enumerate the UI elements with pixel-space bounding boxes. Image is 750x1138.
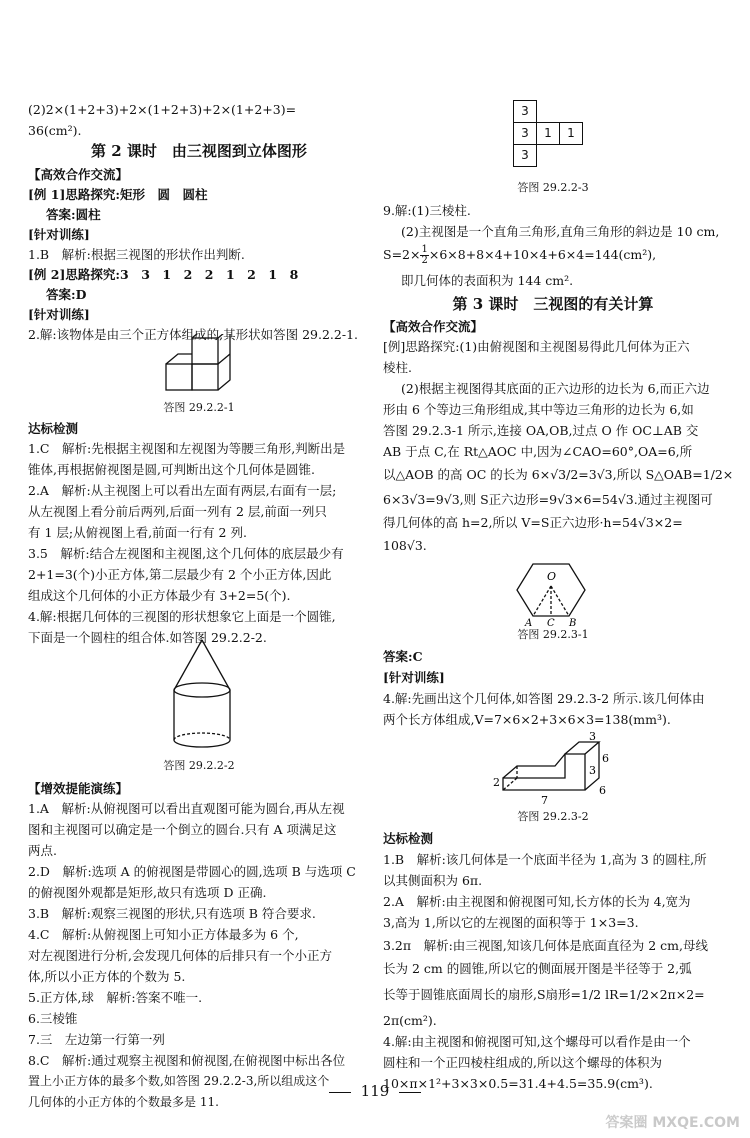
point-label: C [547,618,555,628]
text-line: 4.解:由主视图和俯视图可知,这个螺母可以看作是由一个 [383,1034,691,1049]
section-label: [针对训练] [28,227,90,242]
text-line: 1.B 解析:该几何体是一个底面半径为 1,高为 3 的圆柱,所 [383,852,707,867]
figure-caption: 答图 29.2.2-3 [517,181,589,194]
text-line: 2.A 解析:从主视图上可以看出左面有两层,右面有一层; [28,483,337,498]
point-label: O [547,570,557,583]
grid-cell: 3 [514,123,537,145]
grid-cell: 1 [537,123,560,145]
text-line: 图和主视图可以确定是一个倒立的圆台.只有 A 项满足这 [28,822,337,837]
dimension-label: 2 [493,776,500,789]
text-line: 2.解:该物体是由三个正方体组成的,其形状如答图 29.2.2-1. [28,327,358,342]
text-line: 得几何体的高 h=2,所以 V=S正六边形·h=54√3×2= [383,515,683,530]
section-label: 【高效合作交流】 [383,319,484,334]
text-line: 几何体的小正方体的个数最多是 11. [28,1095,219,1109]
answer-line: 答案:D [46,287,87,302]
page-number [0,1082,750,1100]
text-line: 以其侧面积为 6π. [383,873,483,888]
cone-cylinder-figure [162,636,242,756]
formula-line [383,244,656,266]
fraction-denominator: 2 [421,255,428,266]
dimension-label: 6 [599,784,606,797]
text-line: [例 1]思路探究:矩形 圆 圆柱 [28,187,208,202]
text-line: 4.C 解析:从俯视图上可知小正方体最多为 6 个, [28,927,299,942]
text-line: 4.解:先画出这个几何体,如答图 29.2.3-2 所示.该几何体由 [383,691,705,706]
text-line: 长等于圆锥底面周长的扇形,S扇形=1/2 lR=1/2×2π×2= [383,987,705,1002]
figure-caption: 答图 29.2.2-1 [163,401,235,414]
text-line: 3.B 解析:观察三视图的形状,只有选项 B 符合要求. [28,906,316,921]
text-line: (2)主视图是一个直角三角形,直角三角形的斜边是 10 cm, [401,224,720,239]
text-line: 2.D 解析:选项 A 的俯视图是带圆心的圆,选项 B 与选项 C [28,864,356,879]
answer-line: 答案:圆柱 [46,207,101,222]
fraction-numerator: 1 [421,244,428,255]
text-line: 1.C 解析:先根据主视图和左视图为等腰三角形,判断出是 [28,441,346,456]
text-line: 长为 2 cm 的圆锥,所以它的侧面展开图是半径等于 2,弧 [383,961,692,976]
text-line: 2π(cm²). [383,1013,437,1028]
section-label: [针对训练] [28,307,90,322]
text-line: 两点. [28,843,57,858]
text-line: 的俯视图外观都是矩形,故只有选项 D 正确. [28,885,267,900]
section-label: 【增效提能演练】 [28,781,129,796]
figure-caption: 答图 29.2.2-2 [163,759,235,772]
fraction [420,245,428,266]
watermark: 答案圈 MXQE.COM [605,1115,740,1131]
text-line: 锥体,再根据俯视图是圆,可判断出这个几何体是圆锥. [28,462,315,477]
text-line: 5.正方体,球 解析:答案不唯一. [28,990,203,1005]
text-line: 组成这个几何体的小正方体最少有 3+2=5(个). [28,588,291,603]
text-line: 3.5 解析:结合左视图和主视图,这个几何体的底层最少有 [28,546,344,561]
text-line: 即几何体的表面积为 144 cm². [401,273,574,288]
point-label: A [525,618,533,628]
formula-part: ×6×8+8×4+10×4+6×4=144(cm²), [428,247,657,262]
grid-cell: 1 [560,123,583,145]
text-line: 从左视图上看分前后两列,后面一列有 2 层,前面一列只 [28,504,327,519]
text-line: 有 1 层;从俯视图上看,前面一行有 2 列. [28,525,247,540]
text-line: 108√3. [383,538,427,553]
text-line: (2)2×(1+2+3)+2×(1+2+3)+2×(1+2+3)= [28,102,297,117]
cubes-figure [160,334,250,394]
text-line: [例 2]思路探究:3 3 1 2 2 1 2 1 8 [28,267,299,282]
answer-line: 答案:C [383,649,423,664]
figure-caption: 答图 29.2.3-2 [517,810,589,823]
section-label: 达标检测 [28,421,79,436]
text-line: 体,所以小正方体的个数为 5. [28,969,186,984]
hexagon-figure [509,558,599,628]
page-number-text: 119 [360,1082,390,1100]
grid-cell: 3 [514,101,537,123]
section-label: [针对训练] [383,670,445,685]
text-line: 1.A 解析:从俯视图可以看出直观图可能为圆台,再从左视 [28,801,345,816]
dimension-label: 3 [589,730,596,743]
figure-caption: 答图 29.2.3-1 [517,628,589,641]
text-line: 2+1=3(个)小正方体,第二层最少有 2 个小正方体,因此 [28,567,332,582]
text-line: 对左视图进行分析,会发现几何体的后排只有一个小正方 [28,948,332,963]
dimension-label: 7 [541,794,548,807]
section-heading: 第 3 课时 三视图的有关计算 [452,295,654,313]
text-line: 4.解:根据几何体的三视图的形状想象它上面是一个圆锥, [28,609,336,624]
text-line: 36(cm²). [28,123,82,138]
text-line: 8.C 解析:通过观察主视图和俯视图,在俯视图中标出各位 [28,1053,346,1068]
dimension-label: 6 [602,752,609,765]
section-label: 【高效合作交流】 [28,167,129,182]
point-label: B [569,618,577,628]
text-line: [例]思路探究:(1)由俯视图和主视图易得此几何体为正六 [383,339,690,354]
text-line: (2)根据主视图得其底面的正六边形的边长为 6,而正六边 [401,381,710,396]
text-line: 两个长方体组成,V=7×6×2+3×6×3=138(mm³). [383,712,671,727]
text-line: 6.三棱锥 [28,1011,78,1026]
text-line: 形由 6 个等边三角形组成,其中等边三角形的边长为 6,如 [383,402,694,417]
text-line: 9.解:(1)三棱柱. [383,203,471,218]
text-line: 答图 29.2.3-1 所示,连接 OA,OB,过点 O 作 OC⊥AB 交 [383,423,699,438]
text-line: 2.A 解析:由主视图和俯视图可知,长方体的长为 4,宽为 [383,894,691,909]
section-heading: 第 2 课时 由三视图到立体图形 [91,142,307,160]
section-label: 达标检测 [383,831,434,846]
text-line: 棱柱. [383,360,412,375]
grid-cell: 3 [514,145,537,167]
text-line: 7.三 左边第一行第一列 [28,1032,165,1047]
text-line: 置上小正方体的最多个数,如答图 29.2.2-3,所以组成这个 [28,1074,330,1088]
text-line: 下面是一个圆柱的组合体.如答图 29.2.2-2. [28,630,267,645]
text-line: AB 于点 C,在 Rt△AOC 中,因为∠CAO=60°,OA=6,所 [383,444,693,459]
text-line: 3.2π 解析:由三视图,知该几何体是底面直径为 2 cm,母线 [383,938,709,953]
text-line: 圆柱和一个正四棱柱组成的,所以这个螺母的体积为 [383,1055,662,1070]
text-line: 3,高为 1,所以它的左视图的面积等于 1×3=3. [383,915,639,930]
count-grid-figure [513,100,583,167]
text-line: 6×3√3=9√3,则 S正六边形=9√3×6=54√3.通过主视图可 [383,492,713,507]
two-cuboids-figure [493,728,623,808]
dimension-label: 3 [589,764,596,777]
text-line: 10×π×1²+3×3×0.5=31.4+4.5=35.9(cm³). [383,1076,653,1091]
text-line: 以△AOB 的高 OC 的长为 6×√3/2=3√3,所以 S△OAB=1/2× [383,467,734,482]
formula-part: S=2× [383,247,421,262]
text-line: 1.B 解析:根据三视图的形状作出判断. [28,247,245,262]
